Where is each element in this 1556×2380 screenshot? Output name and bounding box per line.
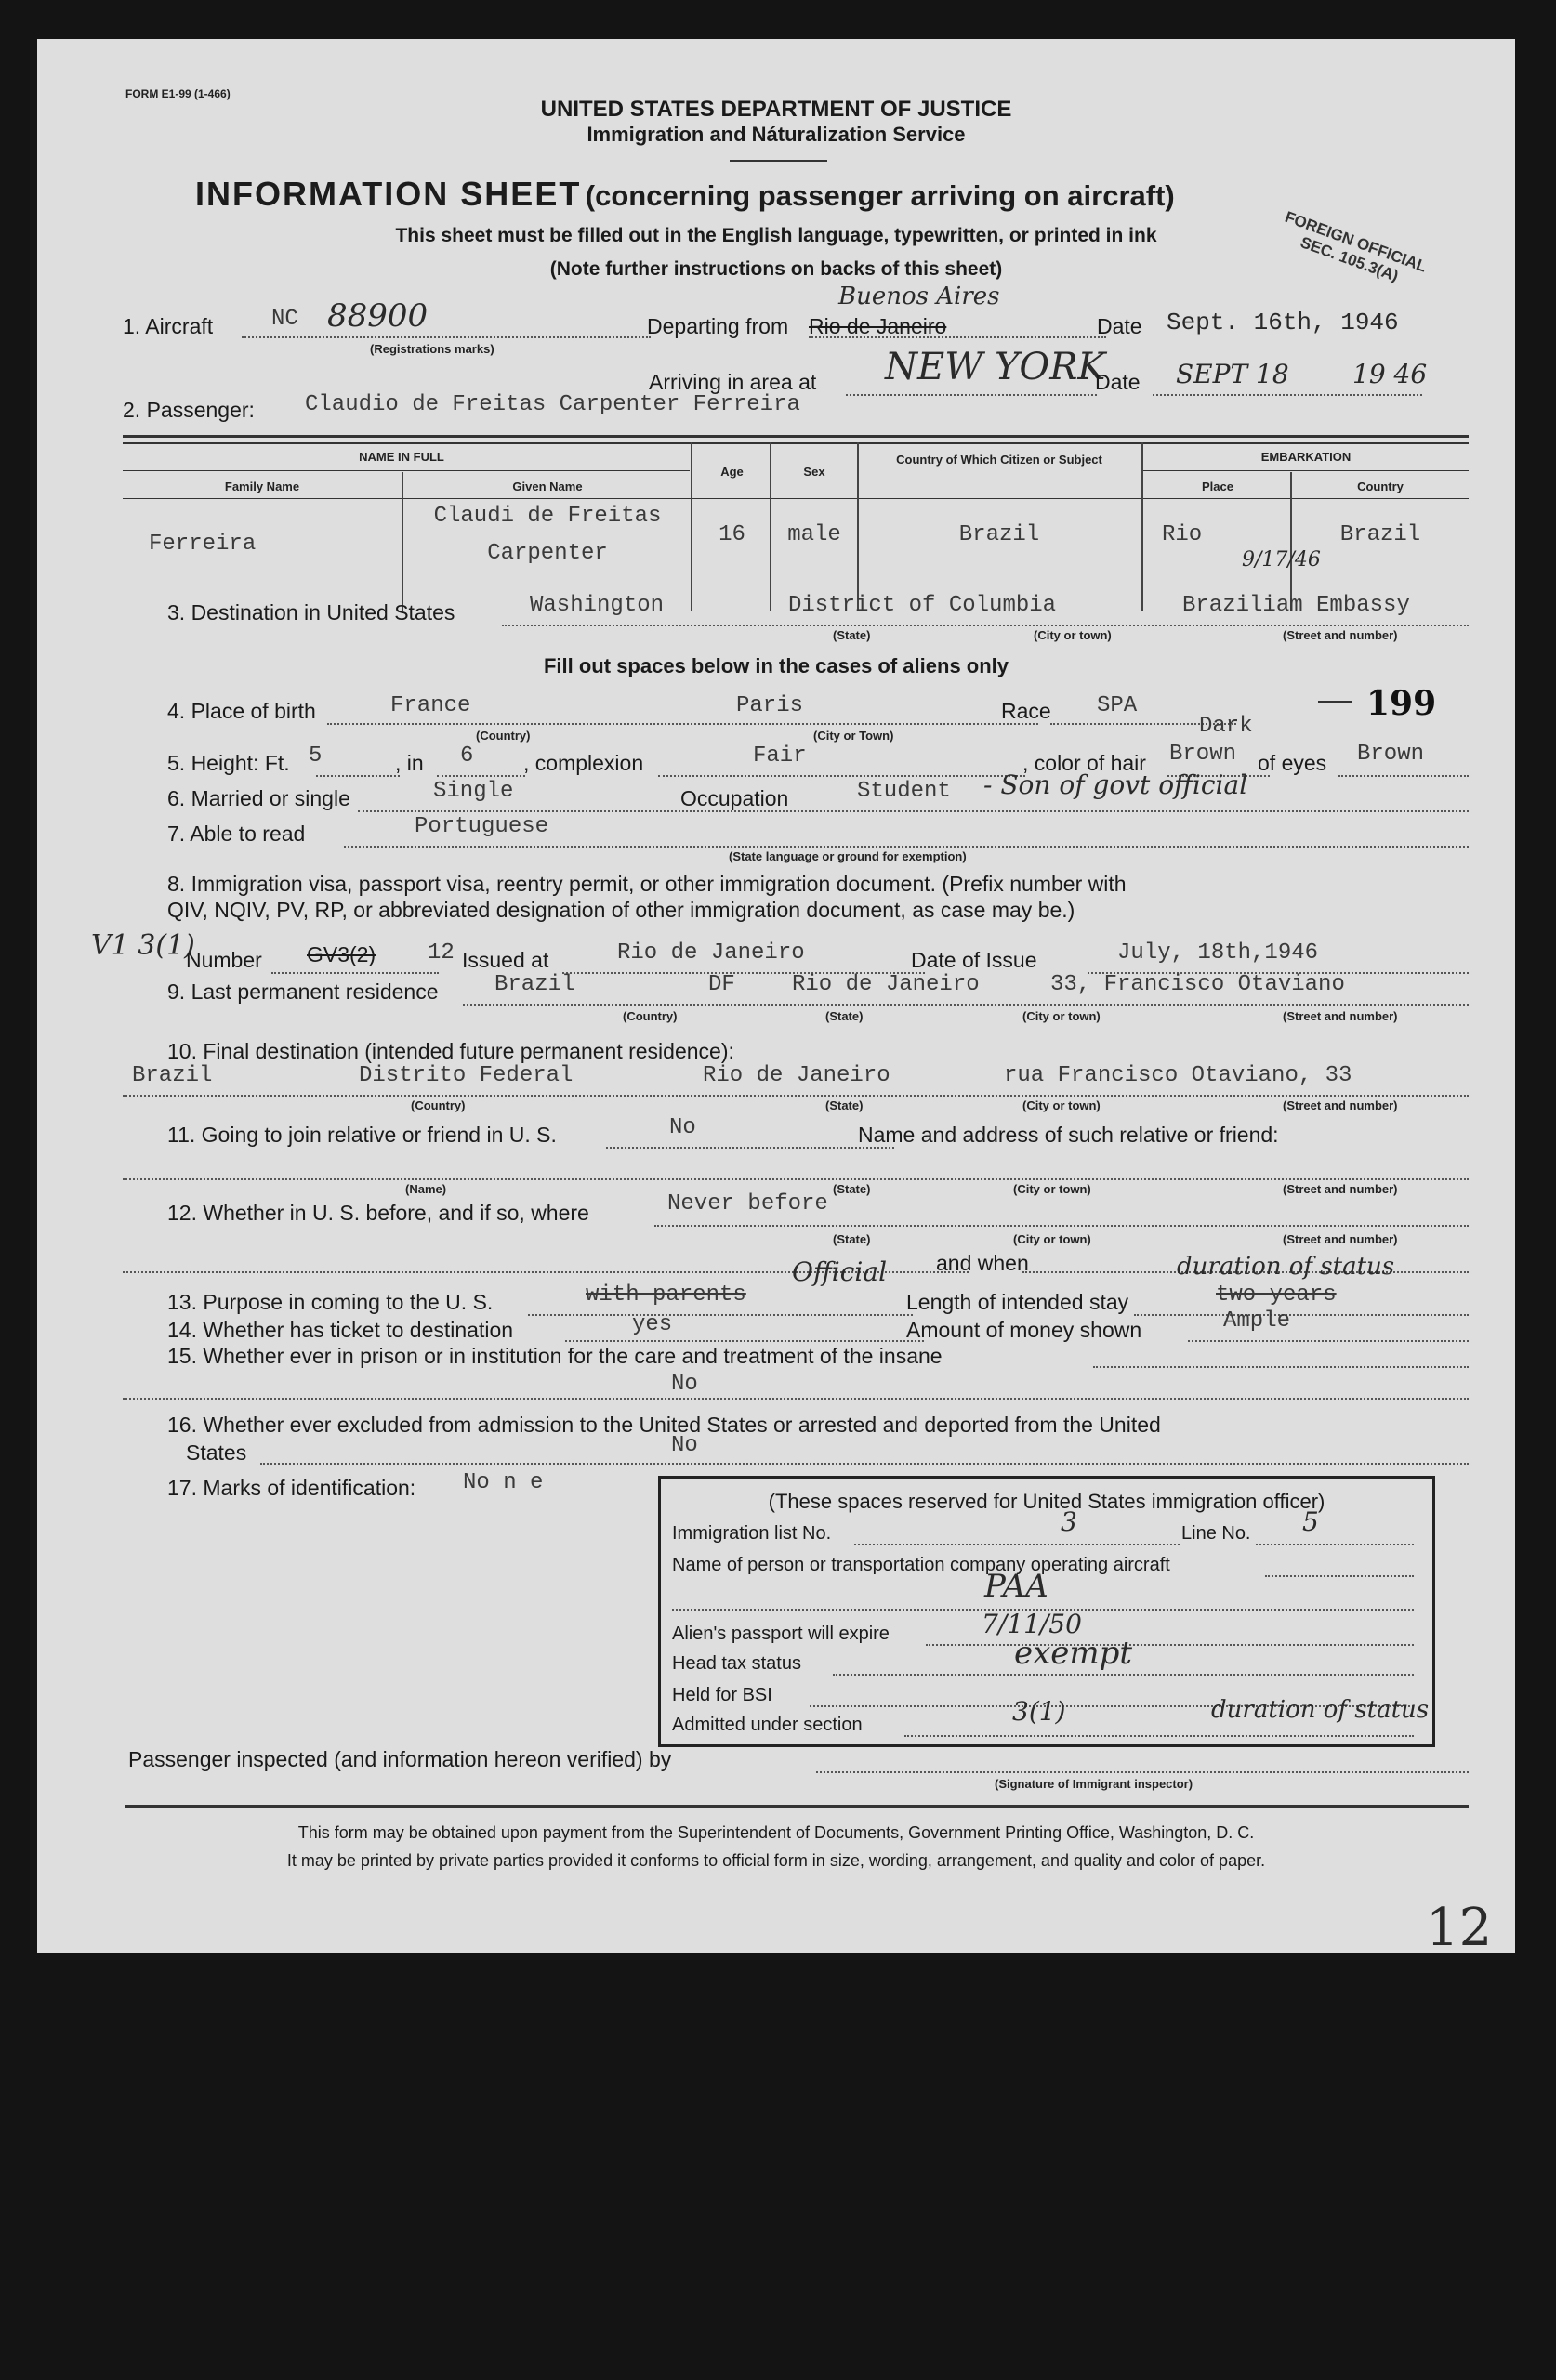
- married-value: Single: [433, 779, 514, 804]
- height-inches: 6: [460, 743, 474, 769]
- read-label: 7. Able to read: [167, 822, 306, 846]
- form-sheet: [37, 39, 1515, 1958]
- sex-header: Sex: [803, 465, 825, 479]
- passport-expire-label: Alien's passport will expire: [672, 1624, 890, 1644]
- birth-country-caption: (Country): [476, 729, 531, 743]
- final-city: Rio de Janeiro: [703, 1063, 890, 1088]
- last-residence-city-caption: (City or town): [1022, 1009, 1101, 1023]
- immigration-list-value: 3: [1061, 1506, 1077, 1537]
- aliens-only-note: Fill out spaces below in the cases of aliens only: [543, 654, 1009, 677]
- read-caption: (State language or ground for exemption): [729, 849, 967, 863]
- footer-rule: [125, 1805, 1469, 1808]
- final-country: Brazil: [132, 1063, 213, 1088]
- stay-hand: duration of status: [1177, 1253, 1395, 1281]
- final-street-caption: (Street and number): [1283, 1098, 1398, 1112]
- transport-value: PAA: [984, 1568, 1048, 1605]
- immigration-list-label: Immigration list No.: [672, 1523, 832, 1544]
- name-in-full-header: NAME IN FULL: [359, 450, 444, 464]
- arriving-date-label: Date: [1095, 370, 1141, 394]
- citizen-country-value: Brazil: [958, 522, 1040, 547]
- destination-state: District of Columbia: [788, 593, 1057, 618]
- destination-state-caption: (State): [833, 628, 871, 642]
- admitted-label: Admitted under section: [672, 1715, 863, 1735]
- race-value: SPA: [1097, 693, 1138, 718]
- departing-struck: Rio de Janeiro: [809, 314, 947, 338]
- instructions-line-1: This sheet must be filled out in the English language, typewritten, or printed in ink: [395, 225, 1157, 246]
- final-street: rua Francisco Otaviano, 33: [1004, 1063, 1352, 1088]
- inches-label: , in: [395, 751, 424, 775]
- admitted-hand: duration of status: [1211, 1696, 1430, 1724]
- embark-date-hand: 9/17/46: [1242, 548, 1321, 572]
- final-state: Distrito Federal: [359, 1063, 574, 1088]
- occupation-value: Student: [857, 779, 951, 804]
- arriving-line: [846, 394, 1097, 396]
- stay-struck: two years: [1216, 1282, 1337, 1308]
- destination-street-caption: (Street and number): [1283, 628, 1398, 642]
- family-name-value: Ferreira: [149, 532, 257, 557]
- given-name-value-2: Carpenter: [487, 541, 608, 566]
- passport-expire-value: 7/11/50: [982, 1609, 1082, 1639]
- admitted-value: 3(1): [1012, 1696, 1066, 1727]
- head-tax-label: Head tax status: [672, 1653, 801, 1674]
- head-tax-value: exempt: [1014, 1635, 1133, 1672]
- embark-place-value: Rio: [1162, 522, 1203, 547]
- officer-box-title: (These spaces reserved for United States immigration officer): [768, 1490, 1325, 1513]
- arriving-date-line: [1153, 394, 1422, 396]
- us-before-city-caption: (City or town): [1013, 1232, 1091, 1246]
- destination-city-caption: (City or town): [1034, 628, 1112, 642]
- citizen-country-header: Country of Which Citizen or Subject: [896, 453, 1102, 467]
- issue-date-label: Date of Issue: [911, 948, 1037, 972]
- document-text-line-2: QIV, NQIV, PV, RP, or abbreviated designation of other immigration document, as case may be.): [167, 898, 1075, 922]
- height-label: 5. Height: Ft.: [167, 751, 290, 775]
- join-relative-value: No: [669, 1115, 696, 1140]
- visa-margin-hand: V1 3(1): [91, 929, 195, 962]
- number-struck: GV3(2): [307, 942, 376, 966]
- relative-state-caption: (State): [833, 1182, 871, 1196]
- aircraft-label: 1. Aircraft: [123, 314, 214, 338]
- title-main: INFORMATION SHEET: [195, 175, 582, 213]
- arriving-label: Arriving in area at: [649, 370, 817, 394]
- service-name: Immigration and Náturalization Service: [587, 123, 966, 146]
- line-no-value: 5: [1302, 1506, 1319, 1537]
- issued-value: Rio de Janeiro: [617, 940, 805, 966]
- last-residence-country: Brazil: [494, 972, 575, 997]
- departing-date: Sept. 16th, 1946: [1167, 309, 1399, 336]
- last-residence-street: 33, Francisco Otaviano: [1050, 972, 1345, 997]
- embark-country-header: Country: [1357, 480, 1404, 493]
- us-before-state-caption: (State): [833, 1232, 871, 1246]
- last-residence-city: Rio de Janeiro: [792, 972, 980, 997]
- issue-date-value: July, 18th,1946: [1117, 940, 1319, 966]
- complexion-value: Fair: [753, 743, 807, 769]
- aircraft-prefix: NC: [271, 307, 298, 332]
- departing-label: Departing from: [647, 314, 789, 338]
- us-before-street-caption: (Street and number): [1283, 1232, 1398, 1246]
- embark-place-header: Place: [1202, 480, 1233, 493]
- birth-city: Paris: [736, 693, 804, 718]
- eyes-label: of eyes: [1258, 751, 1327, 775]
- relative-name-caption: (Name): [405, 1182, 447, 1196]
- hair-value-1: Dark: [1199, 714, 1253, 739]
- number-value: 12: [428, 940, 455, 966]
- last-residence-state-caption: (State): [825, 1009, 864, 1023]
- prison-value: No: [671, 1372, 698, 1397]
- final-country-caption: (Country): [411, 1098, 466, 1112]
- embarkation-header: EMBARKATION: [1260, 450, 1352, 464]
- registration-caption: (Registrations marks): [370, 342, 494, 356]
- complexion-label: , complexion: [523, 751, 644, 775]
- destination-street: Braziliam Embassy: [1182, 593, 1410, 618]
- departing-hand: Buenos Aires: [838, 283, 1000, 310]
- last-residence-state: DF: [708, 972, 735, 997]
- final-state-caption: (State): [825, 1098, 864, 1112]
- department-name: UNITED STATES DEPARTMENT OF JUSTICE: [540, 97, 1012, 122]
- final-destination-label: 10. Final destination (intended future permanent residence):: [167, 1039, 734, 1063]
- aircraft-number-hand: 88900: [327, 297, 429, 335]
- us-before-label: 12. Whether in U. S. before, and if so, where: [167, 1201, 589, 1225]
- issued-label: Issued at: [462, 948, 549, 972]
- arriving-year-hand: 19 46: [1352, 359, 1428, 389]
- held-bsi-label: Held for BSI: [672, 1685, 772, 1705]
- transport-label: Name of person or transportation company operating aircraft: [672, 1555, 1170, 1575]
- hair-value-2: Brown: [1169, 742, 1237, 767]
- stay-label: Length of intended stay: [906, 1290, 1129, 1314]
- last-residence-street-caption: (Street and number): [1283, 1009, 1398, 1023]
- departing-date-label: Date: [1097, 314, 1142, 338]
- given-name-header: Given Name: [512, 480, 583, 493]
- last-residence-country-caption: (Country): [623, 1009, 678, 1023]
- embark-country-value: Brazil: [1339, 522, 1421, 547]
- inspector-signature-caption: (Signature of Immigrant inspector): [995, 1777, 1193, 1791]
- sheet-title: [195, 175, 1175, 214]
- age-value: 16: [719, 522, 745, 547]
- arriving-date-hand: SEPT 18: [1176, 359, 1289, 389]
- money-value: Ample: [1223, 1308, 1291, 1334]
- money-label: Amount of money shown: [906, 1318, 1142, 1342]
- inspected-label: Passenger inspected (and information hereon verified) by: [128, 1747, 672, 1771]
- age-header: Age: [720, 465, 744, 479]
- read-value: Portuguese: [415, 814, 549, 839]
- arriving-hand: NEW YORK: [885, 346, 1106, 388]
- family-name-header: Family Name: [224, 480, 300, 493]
- destination-city: Washington: [530, 593, 665, 618]
- eyes-value: Brown: [1357, 742, 1425, 767]
- line-no-label: Line No.: [1181, 1523, 1251, 1544]
- birth-country: France: [390, 693, 471, 718]
- ticket-label: 14. Whether has ticket to destination: [167, 1318, 514, 1342]
- given-name-value-1: Claudi de Freitas: [433, 504, 662, 529]
- birth-city-caption: (City or Town): [813, 729, 894, 743]
- page-number: 199: [1366, 684, 1437, 723]
- when-label: and when: [936, 1251, 1029, 1275]
- footer-line-1: This form may be obtained upon payment from the Superintendent of Documents, Government Printing Office, Washington, D. C.: [297, 1823, 1255, 1842]
- excluded-label-2: States: [186, 1440, 247, 1465]
- marks-value: No n e: [463, 1470, 544, 1495]
- ticket-value: yes: [632, 1312, 673, 1337]
- relative-street-caption: (Street and number): [1283, 1182, 1398, 1196]
- last-residence-label: 9. Last permanent residence: [167, 980, 439, 1004]
- relative-name-label: Name and address of such relative or friend:: [858, 1123, 1279, 1147]
- passenger-label: 2. Passenger:: [123, 398, 255, 422]
- document-text-line-1: 8. Immigration visa, passport visa, reentry permit, or other immigration document. (Prefix number with: [167, 872, 1127, 896]
- married-label: 6. Married or single: [167, 786, 350, 810]
- title-sub: (concerning passenger arriving on aircraft): [585, 179, 1175, 212]
- purpose-hand: Official: [792, 1256, 888, 1287]
- number-label: Number: [186, 948, 262, 972]
- occupation-label: Occupation: [680, 786, 789, 810]
- excluded-value: No: [671, 1433, 698, 1458]
- instructions-line-2: (Note further instructions on backs of this sheet): [549, 258, 1003, 280]
- officer-box: [658, 1476, 1435, 1747]
- foreign-official-stamp: FOREIGN OFFICIAL SEC. 105.3(A): [1282, 207, 1430, 285]
- footer-line-2: It may be printed by private parties provided it conforms to official form in size, wording, arrangement, and quality and color of paper.: [286, 1851, 1266, 1870]
- purpose-struck: with parents: [586, 1282, 746, 1308]
- us-before-value: Never before: [667, 1191, 828, 1216]
- birthplace-label: 4. Place of birth: [167, 699, 316, 723]
- corner-number-hand: 12: [1426, 1898, 1493, 1958]
- height-feet: 5: [309, 743, 323, 769]
- excluded-label-1: 16. Whether ever excluded from admission to the United States or arrested and deported from the United: [167, 1413, 1161, 1437]
- header-rule: [730, 160, 827, 162]
- join-relative-label: 11. Going to join relative or friend in U. S.: [167, 1123, 557, 1147]
- sex-value: male: [787, 522, 841, 547]
- hair-label: , color of hair: [1022, 751, 1146, 775]
- purpose-label: 13. Purpose in coming to the U. S.: [167, 1290, 494, 1314]
- occupation-hand: - Son of govt official: [983, 769, 1248, 800]
- race-label: Race: [1001, 699, 1051, 723]
- passenger-name: Claudio de Freitas Carpenter Ferreira: [305, 392, 800, 417]
- marks-label: 17. Marks of identification:: [167, 1476, 416, 1500]
- final-city-caption: (City or town): [1022, 1098, 1101, 1112]
- destination-label: 3. Destination in United States: [167, 600, 455, 625]
- form-number: FORM E1-99 (1-466): [125, 87, 231, 100]
- prison-label: 15. Whether ever in prison or in institution for the care and treatment of the insane: [167, 1344, 943, 1368]
- aircraft-line: [242, 336, 651, 338]
- relative-city-caption: (City or town): [1013, 1182, 1091, 1196]
